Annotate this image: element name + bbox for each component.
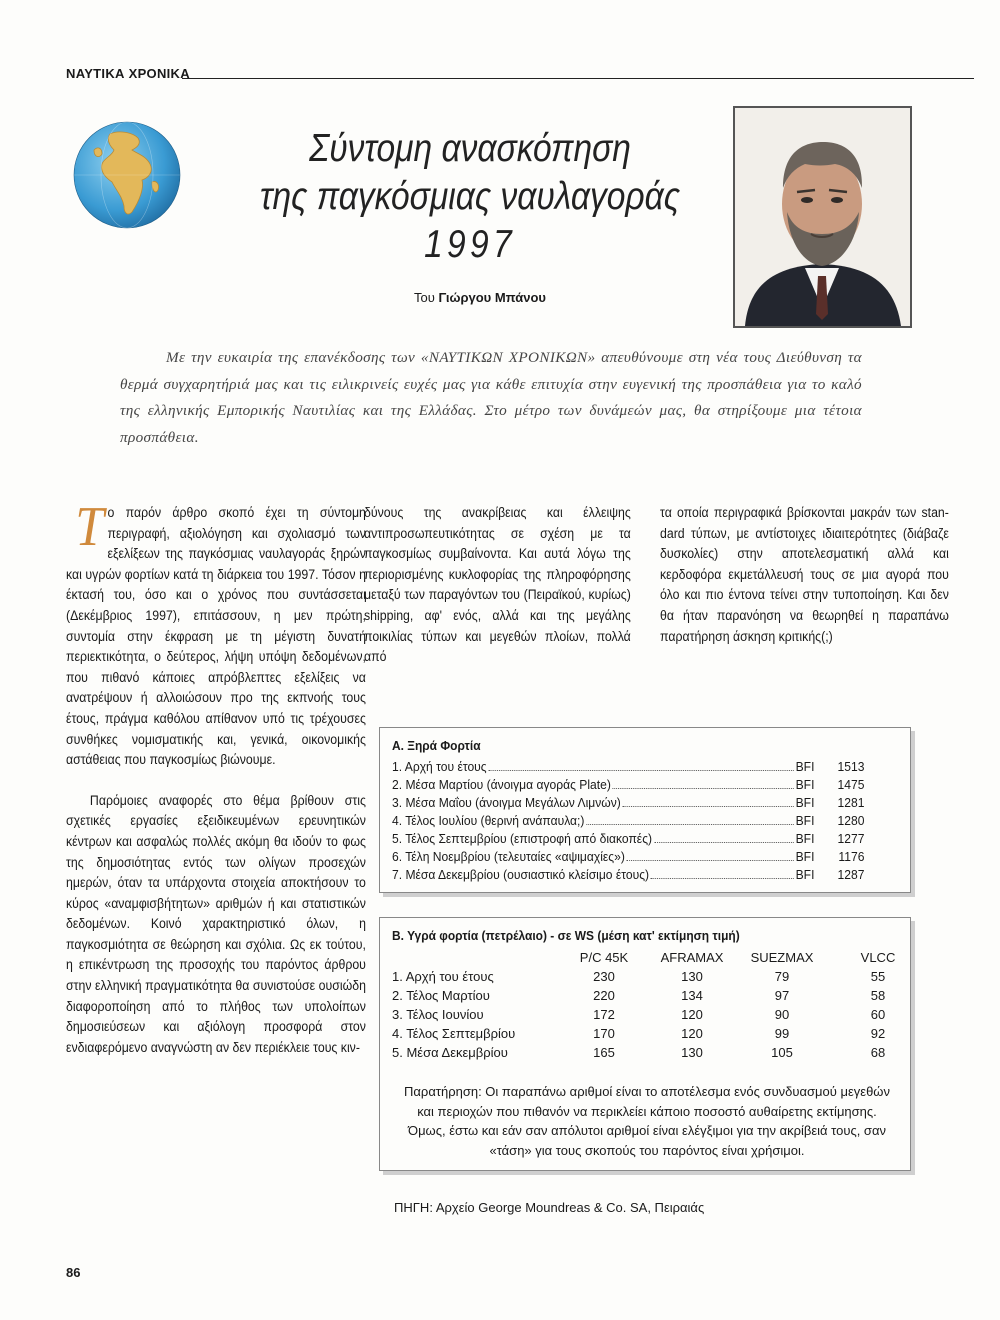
cell-value: 55 bbox=[870, 969, 886, 984]
row-unit: BFI bbox=[795, 849, 815, 864]
table-row bbox=[392, 1045, 904, 1063]
cell-value: 165 bbox=[593, 1045, 615, 1060]
leader-dots bbox=[613, 788, 794, 789]
table-row bbox=[392, 969, 904, 987]
table-row bbox=[392, 777, 864, 795]
row-value: 1287 bbox=[837, 867, 865, 882]
row-unit: BFI bbox=[795, 813, 815, 828]
source-credit: ΠΗΓΗ: Αρχείο George Moundreas & Co. SA, Πειραιάς bbox=[394, 1200, 705, 1215]
table-row bbox=[392, 831, 864, 849]
cell-value: 68 bbox=[870, 1045, 886, 1060]
cell-value: 97 bbox=[774, 988, 790, 1003]
row-unit: BFI bbox=[795, 795, 815, 810]
leader-dots bbox=[654, 842, 794, 843]
title-line-2: της παγκόσμιας ναυλαγοράς bbox=[259, 175, 681, 218]
body-paragraph-3: δύνους της ανακρίβειας και έλλειψης αντιπροσωπευτικότητας σε σχέση με τα παγκοσμίως συμβαίνοντα. Και αυτά λόγω της περιορισμένης κυκλοφορίας της πληροφόρησης μεταξύ των παραγόντων του (Πειραϊκού, κυρίως) shipping, αφ' ενός, αλλά και της μεγάλης ποικιλίας τύπων και μεγεθών πλοίων, πολλά από bbox=[364, 505, 631, 665]
row-value: 1513 bbox=[837, 759, 865, 774]
row-label: 5. Τέλος Σεπτεμβρίου (επιστροφή από διακοπές) bbox=[392, 831, 653, 846]
leader-dots bbox=[627, 860, 794, 861]
column-header: SUEZMAX bbox=[750, 950, 814, 965]
row-label: 3. Τέλος Ιουνίου bbox=[392, 1007, 484, 1022]
row-value: 1176 bbox=[838, 849, 865, 864]
table-note: Παρατήρηση: Οι παραπάνω αριθμοί είναι το αποτέλεσμα ενός συνδυασμού μεγεθών και περιοχών που πιθανόν να περικλείει κάποιο ποσοστό αυθαίρετης εκτίμησης. Όμως, έστω και εάν σαν απόλυτοι αριθμοί είναι ελέγξιμοι για την ακρίβειά τους, σαν «τάση» για τους σκοπούς του παρόντος είναι χρήσιμοι. bbox=[404, 1084, 890, 1158]
row-unit: BFI bbox=[795, 831, 815, 846]
table-row bbox=[392, 813, 864, 831]
wet-cargo-table bbox=[379, 917, 911, 1171]
byline bbox=[340, 290, 620, 305]
cell-value: 170 bbox=[593, 1026, 615, 1041]
cell-value: 90 bbox=[774, 1007, 790, 1022]
author-portrait bbox=[733, 106, 912, 328]
row-value: 1281 bbox=[837, 795, 865, 810]
leader-dots bbox=[651, 878, 794, 879]
body-column-3 bbox=[660, 503, 949, 647]
row-value: 1277 bbox=[837, 831, 865, 846]
row-unit: BFI bbox=[795, 777, 815, 792]
body-column-2 bbox=[364, 503, 631, 668]
column-header: P/C 45K bbox=[579, 950, 629, 965]
body-paragraph-1-text: ο παρόν άρθρο σκοπό έχει τη σύντομη περιγραφή, αξιολόγηση και σχολιασμό των εξελίξεων της παγκόσμιας ναυλαγοράς ξηρών και υγρών φορτίων κατά τη διάρκεια του 1997. Τόσον η έκτασή του, όσο και ο χρόνος που συντάσσεται (Δεκέμβριος 1997), επιτάσσουν, η μεν πρώτη, συντομία στην έκφραση με τη μέγιστη δυνατή περιεκτικότητα, ο δεύτερος, λήψη υπόψη δεδομένων, που πιθανό κάποιες απρόβλεπτες εξελίξεις να ανατρέψουν ή αλλοιώσουν προ της εκπνοής τους έτους, πράγμα καθόλου απίθανον υπό τις τρέχουσες συνθήκες νομισματικής και, γενικά, οικονομικής αστάθειας που παγκοσμίως βιώνουμε. bbox=[66, 505, 366, 768]
globe-icon bbox=[72, 120, 182, 230]
intro-text: Με την ευκαιρία της επανέκδοσης των «ΝΑΥΤΙΚΩΝ ΧΡΟΝΙΚΩΝ» απευθύνουμε στη νέα τους Διεύθυνση τα θερμά συγχαρητήριά μας και τις ειλικρινείς ευχές μας για κάθε επιτυχία στην ευγενική της προσπάθεια για το καλό της ελληνικής Εμπορικής Ναυτιλίας και της Ελλάδας. Στο μέτρο των δυνάμεών μας, θα στηρίξουμε μια τέτοια προσπάθεια. bbox=[120, 349, 862, 446]
cell-value: 58 bbox=[870, 988, 886, 1003]
wet-cargo-header-row bbox=[392, 950, 904, 968]
body-paragraph-1 bbox=[66, 496, 366, 771]
row-label: 1. Αρχή του έτους bbox=[392, 759, 487, 774]
byline-prefix: Του bbox=[413, 290, 435, 305]
body-paragraph-4: τα οποία περιγραφικά βρίσκονται μακράν των stan-dard τύπων, με αντίστοιχες ιδιαιτερότητες (διάβαζε δυσκολίες) στην αποτελεσματική αλλά και κερδοφόρα εκμετάλλευσή τους σε μια αγορά που όλο και πιο έντονα τείνει στην τυποποίηση. Και δεν θα ήταν παρανόηση να θεωρηθεί η παραπάνω παρατήρηση άσκηση κριτικής(;) bbox=[660, 505, 949, 644]
intro-paragraph bbox=[120, 345, 862, 451]
dry-cargo-table bbox=[379, 727, 911, 893]
title-year: 1997 bbox=[424, 223, 516, 266]
table-row bbox=[392, 1007, 904, 1025]
leader-dots bbox=[488, 770, 793, 771]
drop-cap: Τ bbox=[75, 496, 104, 558]
cell-value: 134 bbox=[681, 988, 703, 1003]
row-label: 2. Τέλος Μαρτίου bbox=[392, 988, 490, 1003]
leader-dots bbox=[586, 824, 793, 825]
column-header: VLCC bbox=[860, 950, 896, 965]
row-unit: BFI bbox=[795, 867, 815, 882]
cell-value: 120 bbox=[681, 1007, 703, 1022]
row-label: 7. Μέσα Δεκεμβρίου (ουσιαστικό κλείσιμο έτους) bbox=[392, 867, 650, 882]
cell-value: 105 bbox=[771, 1045, 793, 1060]
cell-value: 130 bbox=[681, 969, 703, 984]
row-label: 4. Τέλος Σεπτεμβρίου bbox=[392, 1026, 516, 1041]
cell-value: 130 bbox=[681, 1045, 703, 1060]
section-header: ΝΑΥΤΙΚΑ ΧΡΟΝΙΚΑ bbox=[66, 66, 190, 81]
row-label: 2. Μέσα Μαρτίου (άνοιγμα αγοράς Plate) bbox=[392, 777, 611, 792]
byline-author: Γιώργου Μπάνου bbox=[438, 290, 546, 305]
cell-value: 220 bbox=[593, 988, 615, 1003]
header-rule bbox=[182, 78, 974, 79]
cell-value: 172 bbox=[593, 1007, 615, 1022]
cell-value: 79 bbox=[774, 969, 790, 984]
row-unit: BFI bbox=[795, 759, 815, 774]
leader-dots bbox=[623, 806, 794, 807]
body-column-1 bbox=[66, 496, 366, 1058]
body-paragraph-2: Παρόμοιες αναφορές στο θέμα βρίθουν στις σχετικές εργασίες εξειδικευμένων ερευνητικών κέντρων και ασφαλώς πολλές ακόμη θα ιδούν το φως της δημοσιότητας εντός των ολίγων προσεχών ημερών, όταν τα υπάρχοντα στοιχεία αποκτήσουν το κύρος «αναμφισβήτητων» αριθμών ή και στατιστικών δεδομένων. Κοινό χαρακτηριστικό όλων, η παγκοσμιότητα σε θεώρηση και σχόλια. Ως εκ τούτου, η επικέντρωση της προσοχής του παρόντος άρθρου στην ελληνική πραγματικότητα θα συνιστούσε ουσιώδη διαφοροποίηση από το πλήθος των υπολοίπων δημοσιεύσεων και αξιόλογη προσφορά στον ενδιαφερόμενο αναγνώστη αν δεν περιέκλειε τους κιν- bbox=[66, 792, 366, 1055]
table-row bbox=[392, 988, 904, 1006]
row-value: 1280 bbox=[837, 813, 865, 828]
row-label: 5. Μέσα Δεκεμβρίου bbox=[392, 1045, 508, 1060]
table-row bbox=[392, 849, 864, 867]
cell-value: 99 bbox=[774, 1026, 790, 1041]
cell-value: 60 bbox=[870, 1007, 886, 1022]
article-title bbox=[238, 125, 702, 269]
table-row bbox=[392, 759, 864, 777]
table-row bbox=[392, 867, 864, 885]
cell-value: 120 bbox=[681, 1026, 703, 1041]
table-row bbox=[392, 1026, 904, 1044]
row-label: 6. Τέλη Νοεμβρίου (τελευταίες «αψιμαχίες») bbox=[392, 849, 625, 864]
cell-value: 92 bbox=[870, 1026, 886, 1041]
row-label: 3. Μέσα Μαΐου (άνοιγμα Μεγάλων Λιμνών) bbox=[392, 795, 621, 810]
wet-cargo-title: Β. Υγρά φορτία (πετρέλαιο) - σε WS (μέση κατ' εκτίμηση τιμή) bbox=[392, 928, 740, 943]
dry-cargo-title: Α. Ξηρά Φορτία bbox=[392, 738, 481, 753]
row-value: 1475 bbox=[837, 777, 865, 792]
row-label: 1. Αρχή του έτους bbox=[392, 969, 494, 984]
page-number: 86 bbox=[66, 1265, 81, 1280]
column-header: AFRAMAX bbox=[660, 950, 724, 965]
title-line-1: Σύντομη ανασκόπηση bbox=[309, 127, 631, 170]
row-label: 4. Τέλος Ιουλίου (θερινή ανάπαυλα;) bbox=[392, 813, 585, 828]
cell-value: 230 bbox=[593, 969, 615, 984]
table-row bbox=[392, 795, 864, 813]
